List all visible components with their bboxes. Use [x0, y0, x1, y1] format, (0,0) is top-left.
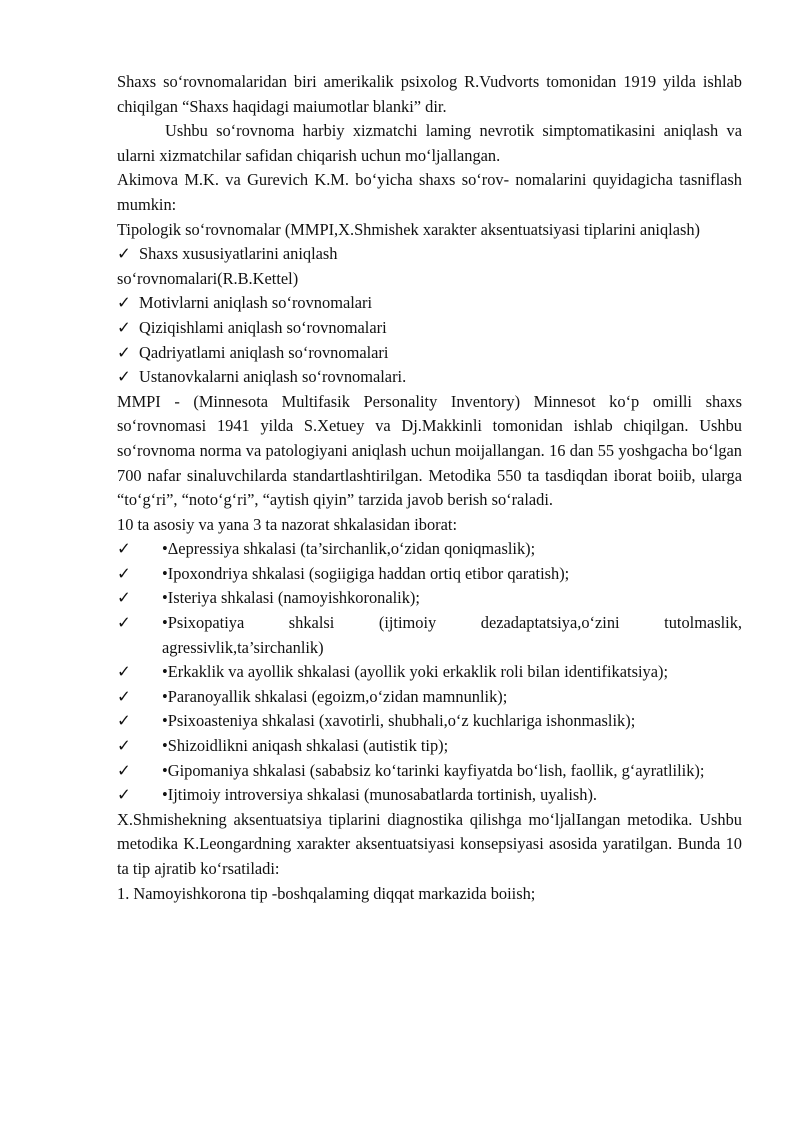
- checkmark-icon: ✓: [117, 342, 131, 362]
- checkmark-icon: ✓: [117, 563, 131, 583]
- checklist-item: [117, 341, 742, 366]
- checklist-item: [117, 242, 742, 267]
- checklist-item-text: Ustanovkalarni aniqlash so‘rovnomalari.: [139, 367, 407, 387]
- checklist-item-continuation: so‘rovnomalari(R.B.Kettel): [117, 268, 299, 288]
- scale-text: Isteriya shkalasi (namoyishkoronalik);: [167, 588, 420, 608]
- bullet-icon: •: [162, 588, 168, 608]
- scale-text: Psixoasteniya shkalasi (xavotirli, shubhali,o‘z kuchlariga ishonmaslik);: [167, 711, 636, 731]
- bullet-icon: •: [162, 539, 168, 559]
- checkmark-icon: ✓: [117, 317, 131, 337]
- checkmark-icon: ✓: [117, 662, 131, 682]
- checkmark-icon: ✓: [117, 613, 131, 633]
- bullet-icon: •: [162, 662, 168, 682]
- checkmark-icon: ✓: [117, 785, 131, 805]
- list-item: [117, 586, 742, 611]
- checkmark-icon: ✓: [117, 588, 131, 608]
- list-item: [117, 660, 742, 685]
- checkmark-icon: ✓: [117, 539, 131, 559]
- checklist-item-text: Qadriyatlami aniqlash so‘rovnomalari: [139, 342, 389, 362]
- document-page: [117, 70, 742, 906]
- checklist-item: [117, 316, 742, 341]
- bullet-icon: •: [162, 613, 168, 633]
- list-item: [117, 759, 742, 784]
- bullet-icon: •: [162, 711, 168, 731]
- classification-checklist: [117, 242, 742, 390]
- checkmark-icon: ✓: [117, 293, 131, 313]
- paragraph-mmpi: MMPI - (Minnesota Multifasik Personality Inventory) Minnesot ko‘p omilli shaxs so‘rovnomasi 1941 yilda S.Xetuey va Dj.Makkinli tomonidan ishlab chiqilgan. Ushbu so‘rovnoma norma va patologiyani aniqlash uchun moijallangan. 16 dan 55 yoshgacha bo‘lgan 700 nafar sinaluvchilarda standartlashtirilgan. Metodika 550 ta tasdiqdan iborat boiib, ularga “to‘g‘ri”, “noto‘g‘ri”, “aytish qiyin” tarzida javob berish so‘raladi.: [117, 391, 742, 510]
- checkmark-icon: ✓: [117, 711, 131, 731]
- paragraph-intro: Shaxs so‘rovnomalaridan biri amerikalik psixolog R.Vudvorts tomonidan 1919 yilda ishlab chiqilgan “Shaxs haqidagi maiumotlar blanki” dir.: [117, 72, 742, 116]
- list-item: [117, 783, 742, 808]
- numbered-item: 1. Namoyishkorona tip -boshqalaming diqqat markazida boiish;: [117, 883, 536, 903]
- checkmark-icon: ✓: [117, 686, 131, 706]
- scale-text: Paranoyallik shkalasi (egoizm,o‘zidan mamnunlik);: [167, 686, 508, 706]
- checkmark-icon: ✓: [117, 736, 131, 756]
- list-item: [117, 685, 742, 710]
- scale-text: Psixopatiya shkalsi (ijtimoiy dezadaptatsiya,o‘zini tutolmaslik, agressivlik,ta’sirchanlik): [162, 613, 742, 657]
- scales-list: [117, 537, 742, 808]
- checklist-item: [117, 365, 742, 390]
- bullet-icon: •: [162, 736, 168, 756]
- paragraph-purpose: Ushbu so‘rovnoma harbiy xizmatchi laming nevrotik simptomatikasini aniqlash va ularni xizmatchilar safidan chiqarish uchun mo‘ljallangan.: [117, 121, 742, 165]
- scale-text: Ijtimoiy introversiya shkalasi (munosabatlarda tortinish, uyalish).: [167, 785, 598, 805]
- bullet-icon: •: [162, 563, 168, 583]
- checklist-item-text: Qiziqishlami aniqlash so‘rovnomalari: [139, 317, 387, 337]
- checklist-item-text: Shaxs xususiyatlarini aniqlash: [139, 244, 338, 264]
- list-item: [117, 562, 742, 587]
- scale-text: Ipoxondriya shkalasi (sogiigiga haddan ortiq etibor qaratish);: [167, 563, 570, 583]
- paragraph-typological: Tipologik so‘rovnomalar (MMPI,X.Shmishek xarakter aksentuatsiyasi tiplarini aniqlash): [117, 219, 701, 239]
- bullet-icon: •: [162, 760, 168, 780]
- list-item: [117, 709, 742, 734]
- list-item: [117, 537, 742, 562]
- checkmark-icon: ✓: [117, 367, 131, 387]
- paragraph-classification: Akimova M.K. va Gurevich K.M. bo‘yicha shaxs so‘rov- nomalarini quyidagicha tasniflash mumkin:: [117, 170, 742, 214]
- bullet-icon: •: [162, 785, 168, 805]
- paragraph-shmishek: X.Shmishekning aksentuatsiya tiplarini diagnostika qilishga mo‘ljalIangan metodika. Ushbu metodika K.Leongardning xarakter aksentuatsiyasi konsepsiyasi asosida yaratilgan. Bunda 10 ta tip ajratib ko‘rsatiladi:: [117, 809, 742, 878]
- checklist-item-text: Motivlarni aniqlash so‘rovnomalari: [139, 293, 373, 313]
- scale-text: Δepressiya shkalasi (ta’sirchanlik,o‘zidan qoniqmaslik);: [167, 539, 536, 559]
- scale-text: Shizoidlikni aniqash shkalasi (autistik tip);: [167, 736, 449, 756]
- checkmark-icon: ✓: [117, 244, 131, 264]
- list-item: [117, 734, 742, 759]
- list-item: [117, 611, 742, 660]
- scale-text: Gipomaniya shkalasi (sababsiz ko‘tarinki kayfiyatda bo‘lish, faollik, g‘ayratlilik);: [167, 760, 705, 780]
- bullet-icon: •: [162, 686, 168, 706]
- checkmark-icon: ✓: [117, 760, 131, 780]
- checklist-item: [117, 291, 742, 316]
- paragraph-scales-intro: 10 ta asosiy va yana 3 ta nazorat shkalasidan iborat:: [117, 514, 457, 534]
- scale-text: Erkaklik va ayollik shkalasi (ayollik yoki erkaklik roli bilan identifikatsiya);: [167, 662, 669, 682]
